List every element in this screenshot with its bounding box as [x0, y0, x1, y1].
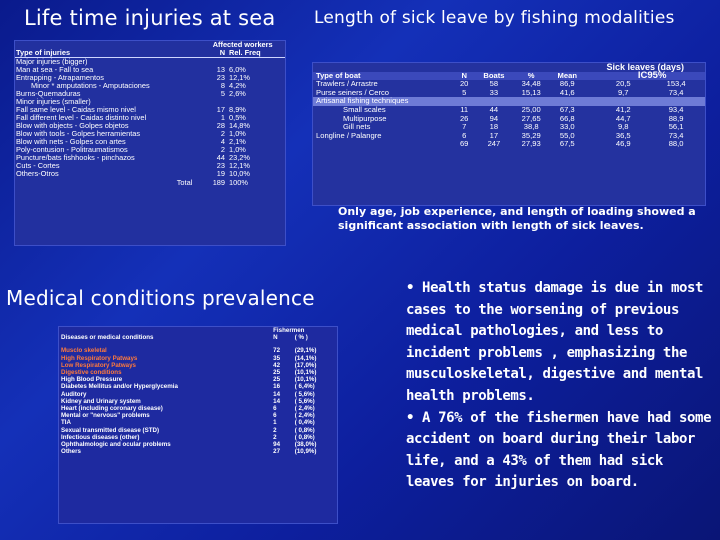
table-cell: 23 [216, 161, 226, 170]
medical-title: Medical conditions prevalence [6, 286, 315, 310]
table-cell: 23 [216, 73, 226, 82]
table-cell: 73,4 [668, 87, 684, 97]
table-cell: ( 2,4%) [294, 405, 315, 413]
table-cell: 17 [489, 130, 499, 140]
table-cell: Low Respiratory Patways [61, 361, 136, 369]
table-cell: Minor injuries (smaller) [16, 97, 91, 106]
table-row [15, 170, 285, 178]
table-row [59, 347, 337, 354]
table-cell: Man at sea - Fall to sea [16, 65, 94, 74]
table-cell: 1,0% [229, 145, 246, 154]
table-cell: Others-Otros [16, 169, 59, 178]
table-cell: 8,9% [229, 105, 246, 114]
column-header: N [273, 334, 278, 342]
table-cell: 36,5 [615, 130, 631, 140]
table-cell: 41,6 [559, 87, 575, 97]
table-cell: 5 [220, 89, 226, 98]
table-cell: Puncture/bats fishhooks - pinchazos [16, 153, 135, 162]
column-header: N [454, 72, 475, 81]
table-cell: Ophthalmologic and ocular problems [61, 441, 171, 449]
table-cell: 4,2% [229, 81, 246, 90]
injuries-table [15, 41, 285, 187]
table-cell: 17 [216, 105, 226, 114]
table-cell [585, 106, 599, 115]
bullet-list [406, 278, 714, 494]
table-row [59, 369, 337, 376]
table-cell: 67,3 [559, 104, 575, 114]
bullet-item: • A 76% of the fishermen have had some accident on board during their labor life, and a 43% of them had sick leaves for injuries on board. [406, 409, 712, 491]
table-row [59, 405, 337, 412]
table-row [59, 434, 337, 441]
table-cell: 28 [216, 121, 226, 130]
table-cell: 27 [273, 448, 281, 456]
table-cell: Purse seiners / Cerco [316, 87, 390, 97]
table-cell: 35 [273, 354, 281, 362]
table-cell: 10,0% [229, 169, 250, 178]
table-cell: 38,8 [523, 122, 539, 132]
table-cell: 42 [273, 361, 281, 369]
table-cell [585, 89, 599, 98]
table-cell: 88,0 [668, 139, 684, 149]
table-cell: 44 [216, 153, 226, 162]
group-header-label: Fishermen [273, 327, 305, 334]
table-row [313, 115, 705, 124]
column-header: % [513, 72, 549, 81]
table-cell: Fall different level - Caidas distinto nivel [16, 113, 147, 122]
table-cell [585, 115, 599, 124]
total-n: 189 [212, 178, 226, 187]
table-cell [585, 140, 599, 149]
column-header: Diseases or medical conditions [61, 334, 154, 342]
table-cell: 44,7 [615, 113, 631, 123]
table-cell: 2 [273, 433, 277, 441]
table-cell: ( 0,4%) [294, 419, 315, 427]
table-cell: 4 [220, 137, 226, 146]
table-cell: High Blood Pressure [61, 376, 123, 384]
sick-leave-note: Only age, job experience, and length of loading showed a significant association with length of sick leaves. [338, 205, 696, 232]
table-cell: Auditory [61, 390, 87, 398]
table-row [59, 362, 337, 369]
table-cell [585, 97, 599, 106]
table-cell: Diabetes Mellitus and/or Hyperglycemia [61, 383, 178, 391]
table-cell: Blow with nets - Golpes con artes [16, 137, 126, 146]
table-cell: 6 [462, 130, 467, 140]
table-cell: 2,1% [229, 137, 246, 146]
total-label: Total [176, 178, 193, 187]
table-cell: 26 [459, 113, 469, 123]
table-cell: 25 [273, 376, 281, 384]
column-header: Type of injuries [15, 49, 200, 58]
table-cell: 72 [273, 347, 281, 355]
table-cell: 25,00 [521, 104, 541, 114]
table-cell: 34,48 [521, 79, 541, 89]
table-cell [59, 327, 267, 334]
table-cell: 23,2% [229, 153, 250, 162]
sick-leave-title: Length of sick leave by fishing modalities [314, 8, 675, 28]
table-row [313, 140, 705, 149]
table-cell [313, 140, 454, 149]
table-cell: 14 [273, 397, 281, 405]
bullet-item: • Health status damage is due in most cases to the worsening of previous medical pathologies, and less to incident problems , emphasizing the musculoskeletal, digestive and mental health problems. [406, 280, 704, 404]
table-group-header [59, 327, 337, 334]
column-header: IC95% [599, 72, 705, 81]
table-cell: 14,8% [229, 121, 250, 130]
table-cell: Digestive conditions [61, 369, 122, 377]
injuries-table-panel [14, 40, 286, 246]
table-cell: 15,13 [521, 87, 541, 97]
table-cell: Heart (including coronary disease) [61, 405, 163, 413]
table-cell: Entrapping - Atrapamentos [16, 73, 104, 82]
table-cell: ( 0,8%) [294, 433, 315, 441]
table-cell: Blow with objects - Golpes objetos [16, 121, 129, 130]
column-header: Boats [475, 72, 514, 81]
column-header: N [200, 49, 228, 58]
table-cell: 16 [273, 383, 281, 391]
table-cell: 73,4 [668, 130, 684, 140]
table-cell: Others [61, 448, 81, 456]
table-cell: 20 [459, 79, 469, 89]
group-header-label: Affected workers [212, 40, 273, 49]
table-cell: Major injuries (bigger) [16, 57, 88, 66]
medical-table-panel [58, 326, 338, 524]
table-cell: 6 [273, 405, 277, 413]
table-cell: 18 [489, 122, 499, 132]
table-cell: 2 [220, 129, 226, 138]
table-cell: ( 2,4%) [294, 412, 315, 420]
table-header-row [59, 334, 337, 341]
total-freq: 100% [229, 178, 248, 187]
table-cell: (17,0%) [294, 361, 317, 369]
table-cell: 44 [489, 104, 499, 114]
table-cell: Multipurpose [343, 113, 387, 123]
table-cell: ( 5,6%) [294, 390, 315, 398]
table-cell: 67,5 [559, 139, 575, 149]
table-cell: 41,2 [615, 104, 631, 114]
table-cell: Kidney and Urinary system [61, 397, 141, 405]
table-row [59, 376, 337, 383]
table-row [59, 398, 337, 405]
table-cell: 33,0 [559, 122, 575, 132]
table-cell: (10,1%) [294, 376, 317, 384]
table-row [59, 419, 337, 426]
table-cell: (38,0%) [294, 441, 317, 449]
table-cell: Infectious diseases (other) [61, 433, 140, 441]
table-cell: 86,9 [559, 79, 575, 89]
table-cell: 12,1% [229, 161, 250, 170]
table-cell: 66,8 [559, 113, 575, 123]
table-cell: 8 [220, 81, 226, 90]
table-cell: ( 6,4%) [294, 383, 315, 391]
table-cell: 27,93 [521, 139, 541, 149]
table-cell: (29,1%) [294, 347, 317, 355]
table-cell: 13 [216, 65, 226, 74]
table-cell: 1 [220, 113, 226, 122]
table-cell: ( 5,6%) [294, 397, 315, 405]
table-cell: 94 [273, 441, 281, 449]
table-cell: Poly-contusion - Politraumatismos [16, 145, 128, 154]
table-row [59, 355, 337, 362]
column-header: Rel. Freq [228, 49, 285, 58]
medical-table [59, 327, 337, 455]
table-cell: 25 [273, 369, 281, 377]
column-header: Type of boat [313, 72, 454, 81]
table-cell: 12,1% [229, 73, 250, 82]
table-cell: 93,4 [668, 104, 684, 114]
sick-leave-table [313, 63, 705, 149]
table-cell: Small scales [343, 104, 386, 114]
table-cell: 20,5 [615, 79, 631, 89]
table-row [59, 391, 337, 398]
table-cell: Fall same level - Caidas mismo nivel [16, 105, 136, 114]
table-cell [585, 123, 599, 132]
table-cell: 153,4 [666, 79, 686, 89]
table-cell: 19 [216, 169, 226, 178]
table-cell: Sexual transmitted disease (STD) [61, 426, 159, 434]
table-cell: 9,8 [617, 122, 629, 132]
table-row [313, 132, 705, 141]
table-cell: 9,7 [617, 87, 629, 97]
table-cell: 56,1 [668, 122, 684, 132]
table-cell [585, 132, 599, 141]
table-cell: 7 [462, 122, 467, 132]
table-cell: Trawlers / Arrastre [316, 79, 378, 89]
table-cell: 55,0 [559, 130, 575, 140]
table-cell: 2 [273, 426, 277, 434]
table-cell: 5 [462, 87, 467, 97]
table-cell: Musclo skeletal [61, 347, 107, 355]
table-cell: 1 [273, 419, 277, 427]
table-cell: 46,9 [615, 139, 631, 149]
table-cell: Mental or "nervous" problems [61, 412, 150, 420]
table-cell: 11 [460, 104, 469, 114]
table-cell [585, 72, 599, 81]
table-cell: TIA [61, 419, 71, 427]
table-cell: (14,1%) [294, 354, 317, 362]
table-cell: Artisanal fishing techniques [313, 97, 454, 106]
column-header: Mean [549, 72, 585, 81]
table-cell: 14 [273, 390, 281, 398]
table-cell: 247 [487, 139, 501, 149]
table-cell: 2,6% [229, 89, 246, 98]
table-cell: 0,5% [229, 113, 246, 122]
table-total-row [15, 178, 285, 187]
table-row [59, 441, 337, 448]
table-cell: ( 0,8%) [294, 426, 315, 434]
table-cell: Blow with tools - Golpes herramientas [16, 129, 141, 138]
table-cell: (10,9%) [294, 448, 317, 456]
table-cell: Burns-Quemaduras [16, 89, 81, 98]
table-cell: Minor * amputations - Amputaciones [31, 81, 150, 90]
table-cell: 94 [489, 113, 499, 123]
table-row [59, 383, 337, 390]
table-cell: Gill nets [343, 122, 371, 132]
table-cell: 6 [273, 412, 277, 420]
table-cell: 35,29 [521, 130, 541, 140]
table-cell: 69 [459, 139, 469, 149]
column-header: ( % ) [294, 334, 308, 342]
table-cell: 6,0% [229, 65, 246, 74]
table-cell: 33 [489, 87, 499, 97]
table-row [59, 427, 337, 434]
injuries-title: Life time injuries at sea [24, 6, 276, 30]
table-cell: High Respiratory Patways [61, 354, 138, 362]
table-cell [585, 80, 599, 89]
table-cell: 27,65 [521, 113, 541, 123]
table-cell: 2 [220, 145, 226, 154]
table-cell: 88,9 [668, 113, 684, 123]
table-cell: Cuts - Cortes [16, 161, 60, 170]
table-row [59, 448, 337, 455]
table-cell: 58 [489, 79, 499, 89]
table-cell: Longline / Palangre [316, 130, 382, 140]
table-row [59, 412, 337, 419]
table-cell: (10,1%) [294, 369, 317, 377]
group-header-label: Sick leaves (days) [606, 62, 684, 72]
sick-leave-table-panel [312, 62, 706, 206]
table-cell: 1,0% [229, 129, 246, 138]
